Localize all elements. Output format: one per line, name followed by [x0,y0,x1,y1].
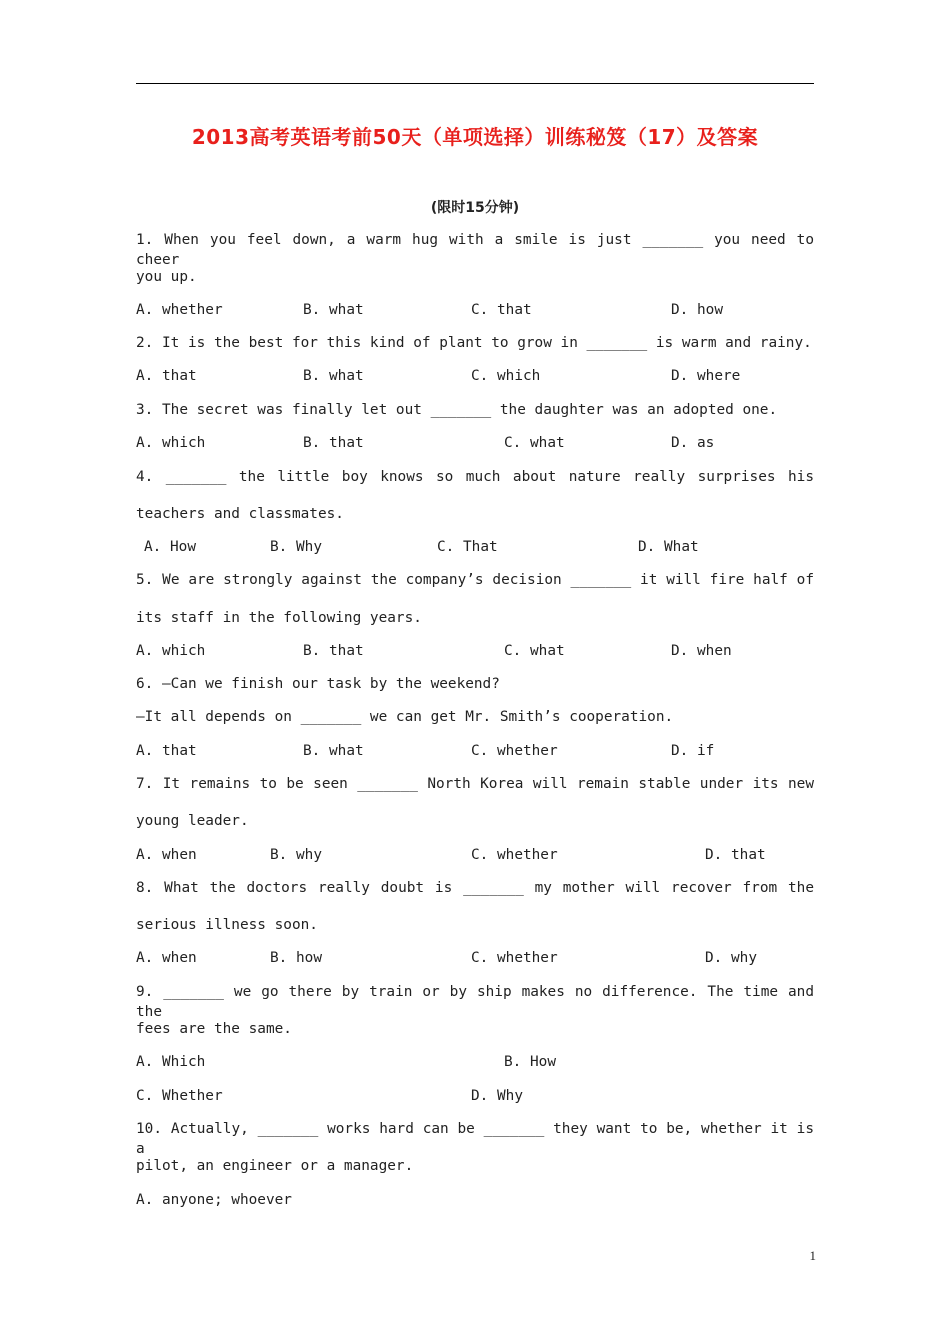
question-2-option-d: D. where [671,368,741,384]
question-6-option-c: C. whether [471,743,558,759]
question-7-stem-cont: young leader. [136,813,249,829]
question-4-option-d: D. What [638,539,699,555]
question-7-option-b: B. why [270,847,322,863]
header-rule [136,83,814,84]
question-4-option-a: A. How [144,539,196,555]
question-6-option-d: D. if [671,743,715,759]
question-9-option-c: C. Whether [136,1088,223,1104]
question-8-option-b: B. how [270,950,322,966]
question-1-option-a: A. whether [136,302,223,318]
question-4-stem: 4. _______ the little boy knows so much about nature really surprises his [136,469,814,485]
question-4-stem-cont: teachers and classmates. [136,506,344,522]
question-9-option-a: A. Which [136,1054,206,1070]
question-3-option-b: B. that [303,435,364,451]
question-4-option-c: C. That [437,539,498,555]
question-2-stem: 2. It is the best for this kind of plant to grow in _______ is warm and rainy. [136,335,812,351]
question-6-option-b: B. what [303,743,364,759]
question-3-option-a: A. which [136,435,206,451]
question-3-option-d: D. as [671,435,715,451]
document-title: 2013高考英语考前50天（单项选择）训练秘笈（17）及答案 [191,125,759,149]
question-1-option-d: D. how [671,302,723,318]
question-9-option-b: B. How [504,1054,556,1070]
question-7-option-c: C. whether [471,847,558,863]
question-8-option-c: C. whether [471,950,558,966]
question-4-option-b: B. Why [270,539,322,555]
question-5-stem: 5. We are strongly against the company’s decision _______ it will fire half of [136,572,814,588]
question-9-stem: 9. _______ we go there by train or by ship makes no difference. The time and the [136,984,814,1020]
question-2-option-c: C. which [471,368,541,384]
question-1-option-c: C. that [471,302,532,318]
question-5-option-d: D. when [671,643,732,659]
question-5-option-b: B. that [303,643,364,659]
question-6-stem-cont: —It all depends on _______ we can get Mr. Smith’s cooperation. [136,709,674,725]
question-2-option-a: A. that [136,368,197,384]
question-2-option-b: B. what [303,368,364,384]
question-6-stem: 6. —Can we finish our task by the weekend? [136,676,500,692]
question-1-option-b: B. what [303,302,364,318]
question-7-stem: 7. It remains to be seen _______ North Korea will remain stable under its new [136,776,814,792]
question-8-stem-cont: serious illness soon. [136,917,318,933]
document-subtitle: (限时15分钟) [430,200,520,216]
question-10-stem: 10. Actually, _______ works hard can be _______ they want to be, whether it is a [136,1121,814,1157]
question-9-stem-cont: fees are the same. [136,1021,292,1037]
question-1-stem: 1. When you feel down, a warm hug with a smile is just _______ you need to cheer [136,232,814,268]
question-3-option-c: C. what [504,435,565,451]
page-number: 1 [809,1248,816,1263]
question-5-option-c: C. what [504,643,565,659]
question-8-stem: 8. What the doctors really doubt is _______ my mother will recover from the [136,880,814,896]
question-7-option-a: A. when [136,847,197,863]
question-6-option-a: A. that [136,743,197,759]
question-1-stem-cont: you up. [136,269,197,285]
question-9-option-d: D. Why [471,1088,523,1104]
question-5-option-a: A. which [136,643,206,659]
question-8-option-d: D. why [705,950,757,966]
question-10-option-a: A. anyone; whoever [136,1192,292,1208]
question-8-option-a: A. when [136,950,197,966]
question-5-stem-cont: its staff in the following years. [136,610,422,626]
question-3-stem: 3. The secret was finally let out _______ the daughter was an adopted one. [136,402,778,418]
question-10-stem-cont: pilot, an engineer or a manager. [136,1158,414,1174]
question-7-option-d: D. that [705,847,766,863]
